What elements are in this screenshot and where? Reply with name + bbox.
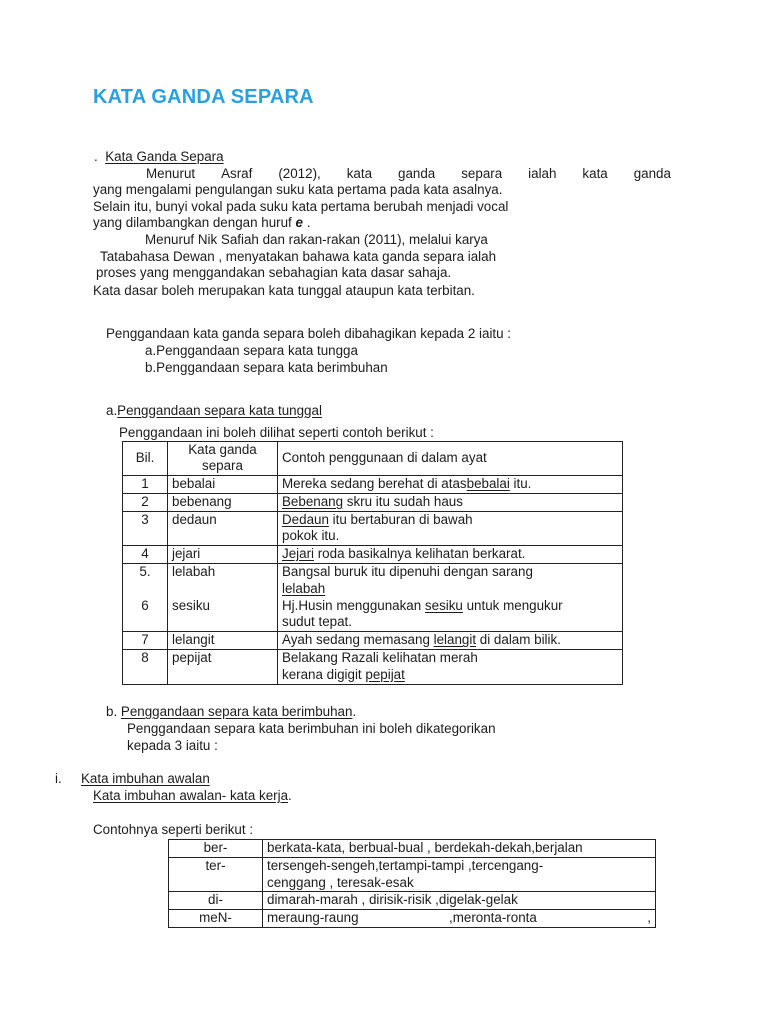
section-b-line2: kepada 3 iaitu : bbox=[127, 738, 218, 753]
heading-label: Kata Ganda Separa bbox=[105, 149, 224, 164]
text: , bbox=[647, 910, 651, 926]
underlined-word: bebalai bbox=[466, 476, 510, 491]
def1-line2: yang mengalami pengulangan suku kata pertama pada kata asalnya. bbox=[93, 182, 503, 197]
word: kata bbox=[582, 166, 608, 181]
cell-example bbox=[278, 598, 623, 632]
table-row bbox=[123, 476, 623, 494]
page-title: KATA GANDA SEPARA bbox=[93, 86, 314, 108]
cell-word: bebenang bbox=[168, 493, 278, 511]
section-i-heading: Kata imbuhan awalan bbox=[81, 771, 210, 786]
def1-line3: Selain itu, bunyi vokal pada suku kata pertama berubah menjadi vocal bbox=[93, 199, 509, 214]
section-i-sub bbox=[93, 788, 292, 805]
cell-prefix: ber- bbox=[169, 840, 263, 858]
text: Hj.Husin menggunakan bbox=[282, 597, 425, 613]
cell-prefix: di- bbox=[169, 892, 263, 910]
def1-line4 bbox=[93, 215, 310, 232]
cell-example bbox=[278, 511, 623, 546]
underlined-word: sesiku bbox=[424, 597, 463, 613]
cell-example bbox=[278, 476, 623, 494]
text: ,meronta-ronta bbox=[449, 910, 537, 926]
division-intro: Penggandaan kata ganda separa boleh dibahagikan kepada 2 iaitu : bbox=[106, 326, 512, 341]
text: itu. bbox=[509, 476, 532, 491]
table-row bbox=[123, 598, 623, 632]
text: meraung-raung bbox=[267, 910, 359, 926]
underlined-word: Bebenang bbox=[282, 493, 344, 509]
word: (2012), bbox=[278, 166, 321, 181]
section-b-heading bbox=[106, 704, 356, 721]
text: untuk mengukur bbox=[462, 597, 563, 613]
underlined-word: pepijat bbox=[365, 666, 405, 682]
heading-text: Penggandaan separa kata tunggal bbox=[117, 403, 322, 418]
cell-bil: 7 bbox=[123, 632, 168, 650]
cell-word: pepijat bbox=[168, 649, 278, 684]
section-b-line1: Penggandaan separa kata berimbuhan ini boleh dikategorikan bbox=[127, 721, 496, 736]
underlined-word: lelabah bbox=[282, 580, 326, 596]
def2-line2: Tatabahasa Dewan , menyatakan bahawa kata ganda separa ialah bbox=[100, 249, 497, 264]
cell-prefix: ter- bbox=[169, 857, 263, 892]
def2-line3: proses yang menggandakan sebahagian kata dasar sahaja. bbox=[96, 265, 452, 280]
cell-word: lelabah bbox=[168, 563, 278, 597]
word: ganda bbox=[398, 166, 436, 181]
table-row bbox=[123, 563, 623, 597]
table-row bbox=[169, 892, 656, 910]
table-row bbox=[123, 511, 623, 546]
cell-examples: berkata-kata, berbual-bual , berdekah-dekah,berjalan bbox=[263, 840, 656, 858]
header-kata: Kata ganda separa bbox=[168, 442, 278, 476]
underlined-word: lelangit bbox=[433, 632, 477, 648]
def1-line1 bbox=[146, 166, 671, 183]
bold-letter: e bbox=[295, 215, 303, 230]
cell-bil: 6 bbox=[123, 598, 168, 632]
cell-examples bbox=[263, 857, 656, 892]
cell-bil: 8 bbox=[123, 649, 168, 684]
section-a-intro: Penggandaan ini boleh dilihat seperti contoh berikut : bbox=[119, 425, 434, 440]
text: di dalam bilik. bbox=[476, 632, 561, 648]
text: Ayah sedang memasang bbox=[282, 632, 434, 648]
cell-word: jejari bbox=[168, 546, 278, 564]
text: pokok itu. bbox=[282, 528, 340, 544]
section-a-heading bbox=[106, 403, 322, 420]
text: sudut tepat. bbox=[282, 614, 352, 630]
sub-heading: Kata imbuhan awalan- kata kerja bbox=[93, 788, 289, 803]
division-item-a: a.Penggandaan separa kata tungga bbox=[145, 343, 358, 358]
cell-examples bbox=[263, 910, 656, 928]
table-row bbox=[169, 910, 656, 928]
def2-line1: Menuruf Nik Safiah dan rakan-rakan (2011), melalui karya bbox=[145, 232, 488, 247]
section-i-marker: i. bbox=[55, 771, 62, 786]
cell-example bbox=[278, 546, 623, 564]
table-row bbox=[123, 546, 623, 564]
cell-prefix: meN- bbox=[169, 910, 263, 928]
heading-text: Penggandaan separa kata berimbuhan bbox=[120, 704, 353, 719]
cell-word: bebalai bbox=[168, 476, 278, 494]
text: . bbox=[352, 704, 357, 719]
text: yang dilambangkan dengan huruf bbox=[93, 215, 296, 230]
word: Asraf bbox=[221, 166, 253, 181]
text: kerana digigit bbox=[282, 666, 366, 682]
header-contoh: Contoh penggunaan di dalam ayat bbox=[278, 442, 623, 476]
text: Bangsal buruk itu dipenuhi dengan sarang bbox=[282, 563, 533, 579]
table-row bbox=[123, 632, 623, 650]
example-table bbox=[122, 441, 623, 685]
table-row bbox=[123, 649, 623, 684]
text: Belakang Razali kelihatan merah bbox=[282, 649, 478, 665]
cell-bil: 5. bbox=[123, 563, 168, 597]
word: ialah bbox=[528, 166, 557, 181]
word: ganda bbox=[633, 166, 671, 181]
cell-word: lelangit bbox=[168, 632, 278, 650]
text: Mereka sedang berehat di atas bbox=[282, 476, 467, 491]
word: kata bbox=[346, 166, 373, 181]
text: . bbox=[302, 215, 311, 230]
table-header-row bbox=[123, 442, 623, 476]
cell-bil: 3 bbox=[123, 511, 168, 546]
cell-example bbox=[278, 632, 623, 650]
cell-bil: 4 bbox=[123, 546, 168, 564]
heading-marker: . bbox=[94, 149, 98, 164]
cell-bil: 1 bbox=[123, 476, 168, 494]
def2-line4: Kata dasar boleh merupakan kata tunggal ataupun kata terbitan. bbox=[93, 283, 475, 298]
section-heading bbox=[94, 149, 224, 166]
underlined-word: Dedaun bbox=[282, 511, 329, 527]
text: itu bertaburan di bawah bbox=[328, 511, 473, 527]
prefix-table bbox=[168, 839, 656, 928]
text: . bbox=[288, 788, 292, 803]
text: skru itu sudah haus bbox=[343, 493, 463, 509]
cell-example bbox=[278, 563, 623, 597]
section-i-intro: Contohnya seperti berikut : bbox=[93, 822, 254, 837]
text: roda basikalnya kelihatan berkarat. bbox=[314, 546, 526, 562]
cell-word: sesiku bbox=[168, 598, 278, 632]
word: Menurut bbox=[146, 166, 196, 181]
prefix: a. bbox=[106, 403, 118, 418]
table-row bbox=[169, 840, 656, 858]
cell-bil: 2 bbox=[123, 493, 168, 511]
cell-word: dedaun bbox=[168, 511, 278, 546]
word: separa bbox=[461, 166, 503, 181]
table-row bbox=[169, 857, 656, 892]
header-bil: Bil. bbox=[123, 442, 168, 476]
cell-example bbox=[278, 493, 623, 511]
division-item-b: b.Penggandaan separa kata berimbuhan bbox=[145, 360, 388, 375]
prefix: b. bbox=[106, 704, 121, 719]
cell-example bbox=[278, 649, 623, 684]
table-row bbox=[123, 493, 623, 511]
text: tersengeh-sengeh,tertampi-tampi ,tercengang- bbox=[267, 857, 544, 873]
text: cenggang , teresak-esak bbox=[267, 874, 414, 890]
underlined-word: Jejari bbox=[282, 546, 314, 562]
cell-examples: dimarah-marah , dirisik-risik ,digelak-gelak bbox=[263, 892, 656, 910]
